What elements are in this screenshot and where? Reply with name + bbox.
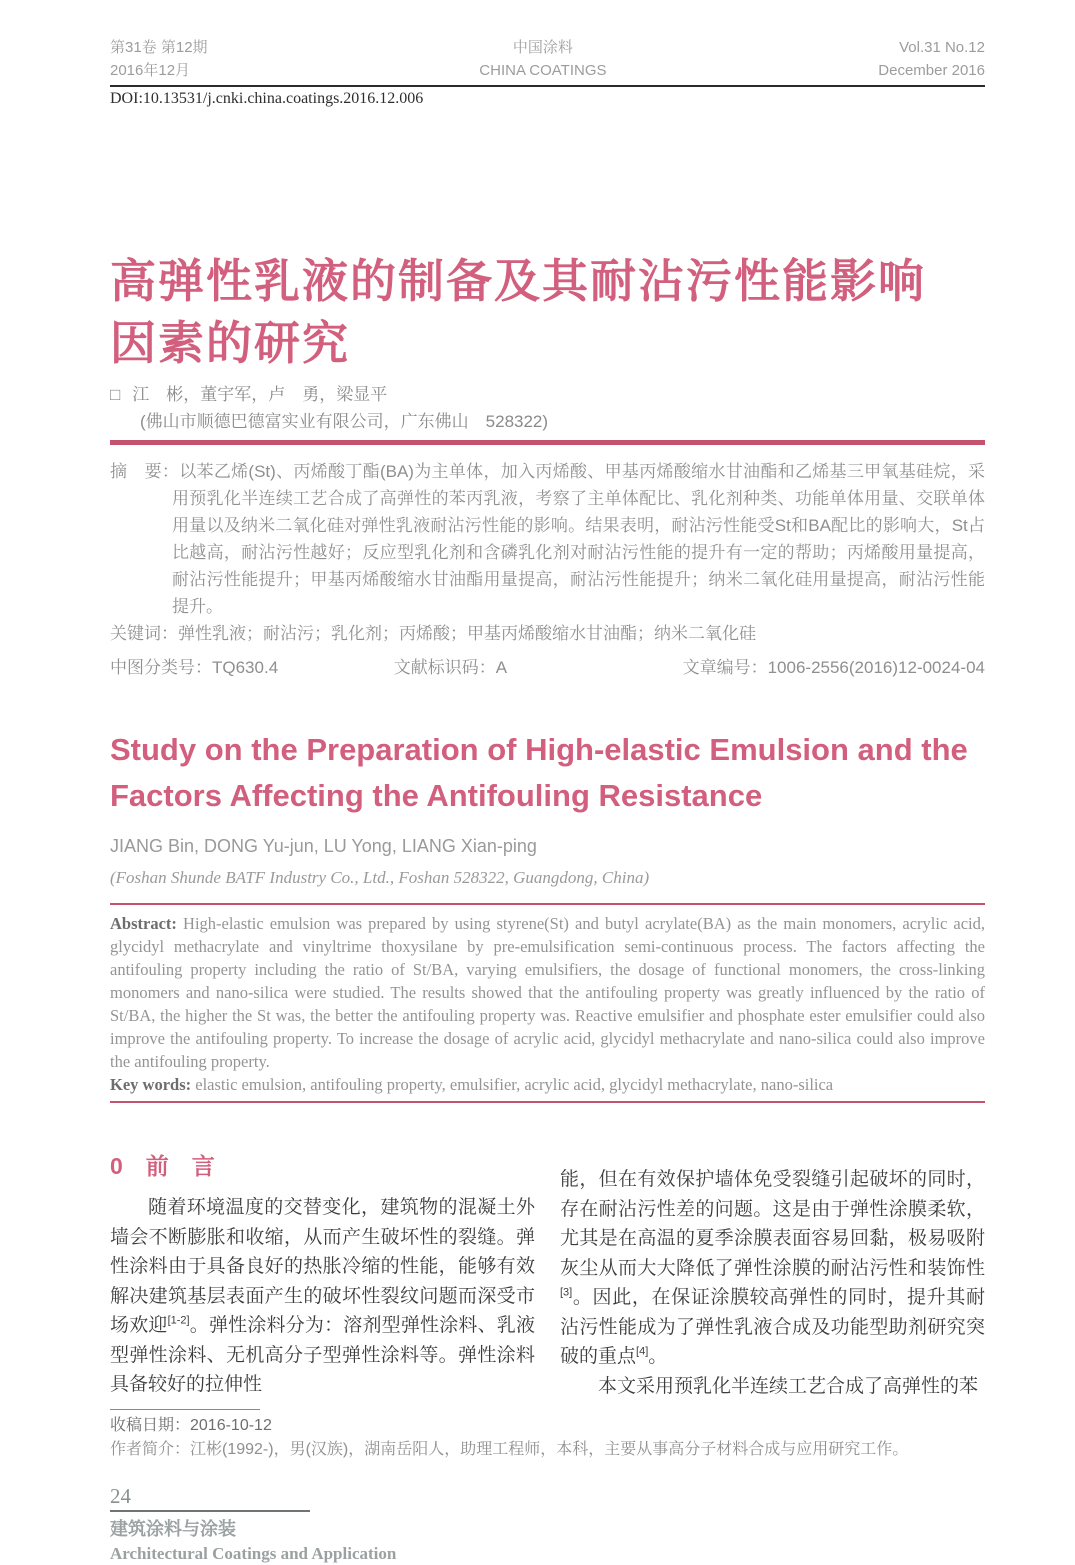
meta-row [110, 654, 985, 681]
doi: DOI:10.13531/j.cnki.china.coatings.2016.12.006 [110, 90, 424, 107]
journal-name-cn: 中国涂料 [512, 39, 573, 56]
article-title-cn [110, 250, 985, 374]
column-title-en: Architectural Coatings and Application [110, 1544, 397, 1563]
column-left [110, 1151, 535, 1401]
section-intro [110, 1151, 985, 1401]
divider-thin-pink-top [110, 903, 985, 905]
intro-paragraph-left: 随着环境温度的交替变化，建筑物的混凝土外墙会不断膨胀和收缩，从而产生破坏性的裂缝。弹性涂料由于具备良好的热胀冷缩的性能，能够有效解决建筑基层表面产生的破坏性裂纹问题而深受市场欢迎[1-2]。弹性涂料分为：溶剂型弹性涂料、乳液型弹性涂料、无机高分子型弹性涂料等。弹性涂料具备较好的拉伸性 [110, 1197, 535, 1395]
author-marker-icon: □ [110, 385, 121, 404]
footnotes [110, 1409, 985, 1462]
page-footer [110, 1484, 985, 1565]
journal-header [110, 36, 985, 87]
divider-thick-pink [110, 440, 985, 445]
abstract-en [110, 912, 985, 1073]
volume-issue-en: Vol.31 No.12 [899, 39, 985, 56]
keywords-en [110, 1073, 985, 1096]
abstract-cn-text: 以苯乙烯(St)、丙烯酸丁酯(BA)为主单体，加入丙烯酸、甲基丙烯酸缩水甘油酯和乙烯基三甲氧基硅烷，采用预乳化半连续工艺合成了高弹性的苯丙乳液，考察了主单体配比、乳化剂种类、功能单体用量、交联单体用量以及纳米二氧化硅对弹性乳液耐沾污性能的影响。结果表明，耐沾污性能受St和BA配比的影响大，St占比越高，耐沾污性越好；反应型乳化剂和含磷乳化剂对耐沾污性能的提升有一定的帮助；丙烯酸用量提高，耐沾污性能提升；甲基丙烯酸缩水甘油酯用量提高，耐沾污性能提升；纳米二氧化硅用量提高，耐沾污性能提升。 [172, 462, 985, 616]
keywords-cn-text: 弹性乳液；耐沾污；乳化剂；丙烯酸；甲基丙烯酸缩水甘油酯；纳米二氧化硅 [178, 624, 756, 643]
article-title-cn-line2: 因素的研究 [110, 317, 350, 369]
divider-thin-pink-bottom [110, 1101, 985, 1103]
article-title-en-line2: Factors Affecting the Antifouling Resistance [110, 778, 763, 813]
article-title-cn-line1: 高弹性乳液的制备及其耐沾污性能影响 [110, 255, 926, 307]
received-date: 收稿日期：2016-10-12 [110, 1417, 272, 1434]
abstract-en-label: Abstract: [110, 914, 177, 933]
affiliation-en: (Foshan Shunde BATF Industry Co., Ltd., Foshan 528322, Guangdong, China) [110, 868, 650, 887]
column-right [560, 1151, 985, 1401]
page-number: 24 [110, 1484, 131, 1508]
abstract-en-text: High-elastic emulsion was prepared by using styrene(St) and butyl acrylate(BA) as the main monomers, acrylic acid, glycidyl methacrylate and vinyltrime thoxysilane by pre-emulsification semi-continuous process. The factors affecting the antifouling property including the ratio of St/BA, varying emulsifiers, the dosage of functional monomers, the cross-linking monomers and nano-silica were studied. The results showed that the antifouling property was greatly influenced by the ratio of St/BA, the higher the St was, the better the antifouling property was. Reactive emulsifier and phosphate ester emulsifier could also improve the antifouling property. To increase the dosage of acrylic acid, glycidyl methacrylate and nano-silica could also improve the antifouling property. [110, 914, 985, 1071]
column-title-cn: 建筑涂料与涂装 [110, 1519, 236, 1539]
clc-number: 中图分类号：TQ630.4 [110, 658, 279, 677]
document-code: 文献标识码：A [393, 658, 508, 677]
abstract-cn [110, 458, 985, 620]
date-en: December 2016 [878, 62, 985, 79]
header-left [110, 36, 208, 82]
article-title-en-line1: Study on the Preparation of High-elastic Emulsion and the [110, 732, 968, 767]
section-heading: 0 前 言 [110, 1153, 215, 1179]
authors-cn: 江 彬，董宇军，卢 勇，梁显平 [132, 385, 388, 404]
authors-cn-row [110, 384, 985, 406]
header-center [479, 36, 606, 82]
page-number-rule [110, 1510, 310, 1512]
keywords-en-text: elastic emulsion, antifouling property, emulsifier, acrylic acid, glycidyl methacrylate, nano-silica [191, 1075, 834, 1094]
authors-en: JIANG Bin, DONG Yu-jun, LU Yong, LIANG Xian-ping [110, 836, 537, 856]
abstract-cn-label: 摘 要： [110, 462, 180, 481]
affiliation-cn: (佛山市顺德巴德富实业有限公司，广东佛山 528322) [140, 412, 549, 431]
date-cn: 2016年12月 [110, 62, 191, 79]
header-right [878, 36, 985, 82]
article-id: 文章编号：1006-2556(2016)12-0024-04 [682, 658, 985, 677]
keywords-cn [110, 620, 985, 647]
author-bio: 作者简介：江彬(1992-)，男(汉族)，湖南岳阳人，助理工程师，本科，主要从事高分子材料合成与应用研究工作。 [110, 1441, 909, 1458]
intro-paragraph-right-2: 本文采用预乳化半连续工艺合成了高弹性的苯 [598, 1375, 979, 1397]
article-title-en [110, 727, 985, 819]
footnote-divider [110, 1409, 260, 1410]
keywords-cn-label: 关键词： [110, 624, 178, 643]
volume-issue-cn: 第31卷 第12期 [110, 39, 208, 56]
journal-name-en: CHINA COATINGS [479, 62, 607, 79]
keywords-en-label: Key words: [110, 1075, 192, 1094]
intro-paragraph-right: 能，但在有效保护墙体免受裂缝引起破坏的同时，存在耐沾污性差的问题。这是由于弹性涂膜柔软，尤其是在高温的夏季涂膜表面容易回黏，极易吸附灰尘从而大大降低了弹性涂膜的耐沾污性和装饰性[3]。因此，在保证涂膜较高弹性的同时，提升其耐沾污性能成为了弹性乳液合成及功能型助剂研究突破的重点[4]。 [560, 1169, 985, 1367]
